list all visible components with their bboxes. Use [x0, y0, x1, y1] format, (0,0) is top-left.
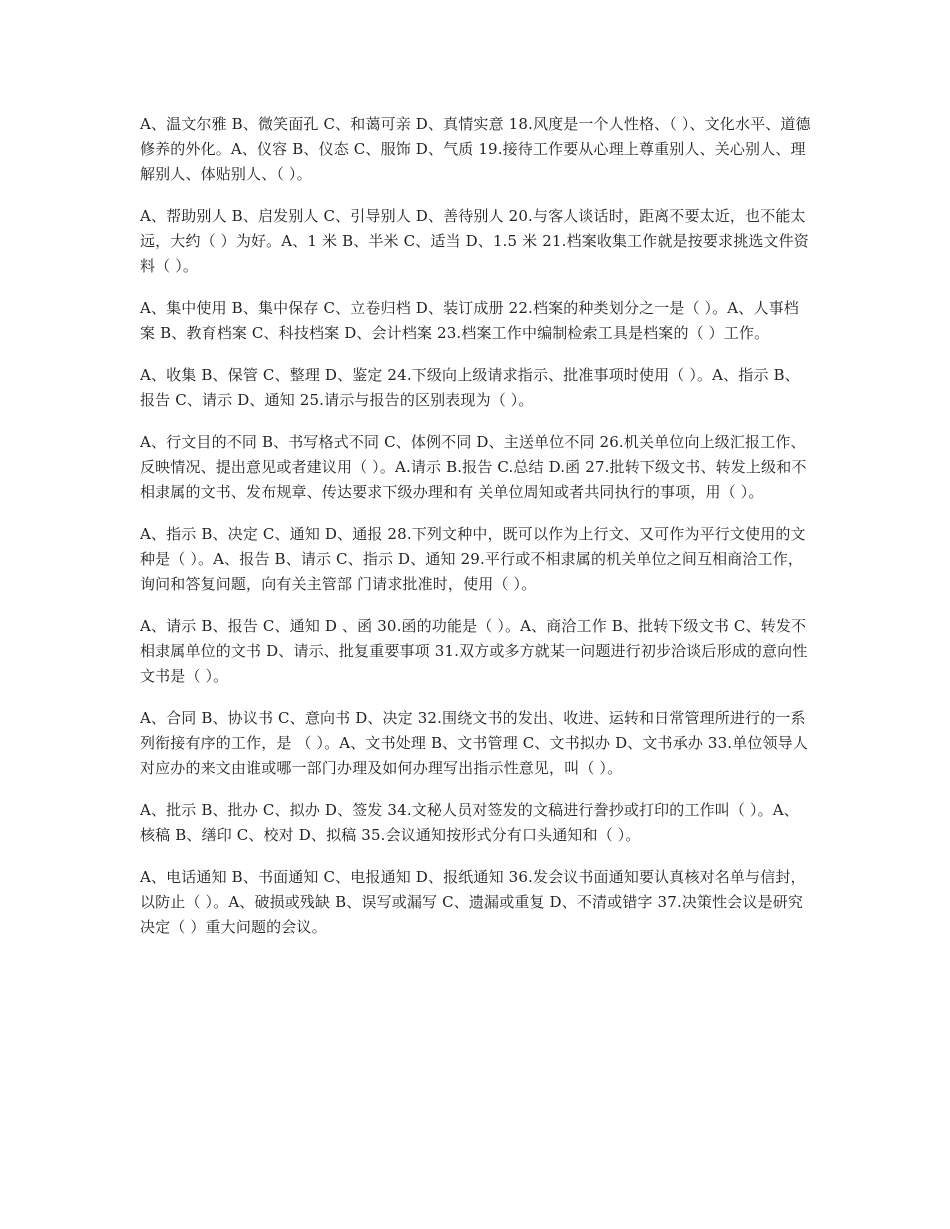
document-page: [140, 112, 812, 957]
paragraph-1: A、温文尔雅 B、微笑面孔 C、和蔼可亲 D、真情实意 18.风度是一个人性格、（ ）、文化水平、道德修养的外化。A、仪容 B、仪态 C、服饰 D、气质 19.接待工作要从心理上尊重别人、关心别人、理解别人、体贴别人、（ ）。: [140, 115, 811, 183]
paragraph-3: A、集中使用 B、集中保存 C、立卷归档 D、装订成册 22.档案的种类划分之一是（ ）。A、人事档案 B、教育档案 C、科技档案 D、会计档案 23.档案工作中编制检索工具是档案的（ ）工作。: [140, 299, 799, 342]
paragraph-2: A、帮助别人 B、启发别人 C、引导别人 D、善待别人 20.与客人谈话时，距离不要太近，也不能太远，大约（ ）为好。A、1 米 B、半米 C、适当 D、1.5 米 21.档案收集工作就是按要求挑选文件资料（ ）。: [140, 207, 809, 275]
paragraph-6: A、指示 B、决定 C、通知 D、通报 28.下列文种中，既可以作为上行文、又可作为平行文使用的文种是（ ）。A、报告 B、请示 C、指示 D、通知 29.平行或不相隶属的机关单位之间互相商洽工作，询问和答复问题，向有关主管部 门请求批准时，使用（ ）。: [140, 525, 806, 593]
paragraph-7: A、请示 B、报告 C、通知 D 、函 30.函的功能是（ ）。A、商洽工作 B、批转下级文书 C、转发不相隶属单位的文书 D、请示、批复重要事项 31.双方或多方就某一问题进行初步洽谈后形成的意向性文书是（ ）。: [140, 617, 808, 685]
paragraph-5: A、行文目的不同 B、书写格式不同 C、体例不同 D、主送单位不同 26.机关单位向上级汇报工作、反映情况、提出意见或者建议用（ ）。A.请示 B.报告 C.总结 D.函 27.批转下级文书、转发上级和不相隶属的文书、发布规章、传达要求下级办理和有 关单位周知或者共同执行的事项，用（ ）。: [140, 433, 807, 501]
paragraph-8: A、合同 B、协议书 C、意向书 D、决定 32.围绕文书的发出、收进、运转和日常管理所进行的一系列衔接有序的工作，是 （ ）。A、文书处理 B、文书管理 C、文书拟办 D、文书承办 33.单位领导人对应办的来文由谁或哪一部门办理及如何办理写出指示性意见，叫（ ）。: [140, 709, 808, 777]
paragraph-4: A、收集 B、保管 C、整理 D、鉴定 24.下级向上级请求指示、批准事项时使用（ ）。A、指示 B、报告 C、请示 D、通知 25.请示与报告的区别表现为（ ）。: [140, 366, 800, 409]
paragraph-10: A、电话通知 B、书面通知 C、电报通知 D、报纸通知 36.发会议书面通知要认真核对名单与信封，以防止（ ）。A、破损或残缺 B、误写或漏写 C、遗漏或重复 D、不清或错字 37.决策性会议是研究决定（ ）重大问题的会议。: [140, 868, 806, 936]
paragraph-9: A、批示 B、批办 C、拟办 D、签发 34.文秘人员对签发的文稿进行誊抄或打印的工作叫（ ）。A、核稿 B、缮印 C、校对 D、拟稿 35.会议通知按形式分有口头通知和（ ）。: [140, 801, 799, 844]
